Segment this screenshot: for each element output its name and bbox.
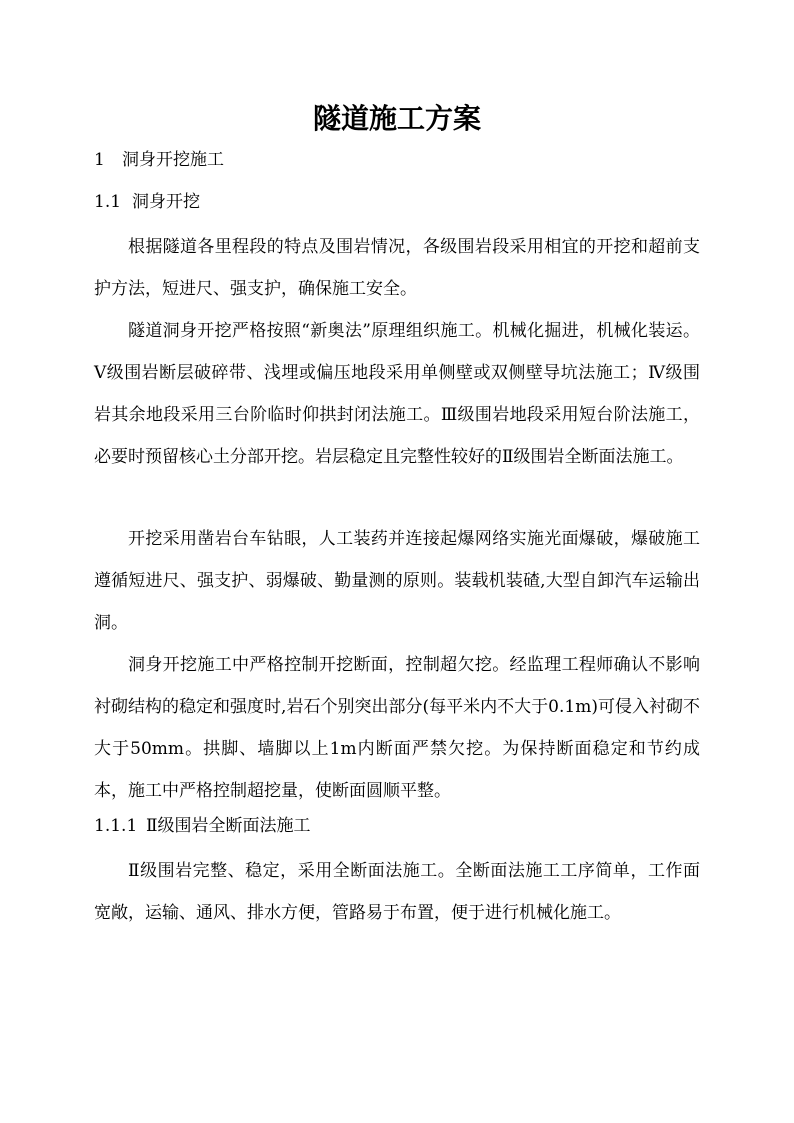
paragraph: 根据隧道各里程段的特点及围岩情况，各级围岩段采用相宜的开挖和超前支护方法，短进尺、强支护，确保施工安全。 (94, 237, 700, 299)
paragraph: Ⅱ级围岩完整、稳定，采用全断面法施工。全断面法施工工序简单，工作面宽敞，运输、通风、排水方便，管路易于布置，便于进行机械化施工。 (94, 861, 700, 923)
paragraph: 隧道洞身开挖严格按照“新奥法”原理组织施工。机械化掘进，机械化装运。Ⅴ级围岩断层破碎带、浅埋或偏压地段采用单侧壁或双侧壁导坑法施工；Ⅳ级围岩其余地段采用三台阶临时仰拱封闭法施工。Ⅲ级围岩地段采用短台阶法施工，必要时预留核心土分部开挖。岩层稳定且完整性较好的Ⅱ级围岩全断面法施工。 (94, 321, 700, 467)
section-number: 1 (94, 150, 105, 170)
document-title: 隧道施工方案 (312, 102, 481, 135)
section-title: Ⅱ级围岩全断面法施工 (146, 816, 311, 836)
section-title: 洞身开挖 (132, 192, 200, 212)
section-heading-1-1 (94, 190, 200, 214)
paragraph: 洞身开挖施工中严格控制开挖断面，控制超欠挖。经监理工程师确认不影响衬砌结构的稳定和强度时,岩石个别突出部分(每平米内不大于0.1m)可侵入衬砌不大于50mm。拱脚、墙脚以上1m内断面严禁欠挖。为保持断面稳定和节约成本，施工中严格控制超挖量，使断面圆顺平整。 (94, 655, 700, 801)
paragraph: 开挖采用凿岩台车钻眼，人工装药并连接起爆网络实施光面爆破，爆破施工遵循短进尺、强支护、弱爆破、勤量测的原则。装载机装碴,大型自卸汽车运输出洞。 (94, 529, 700, 633)
section-number: 1.1 (94, 192, 122, 212)
section-title: 洞身开挖施工 (122, 150, 224, 170)
section-number: 1.1.1 (94, 816, 138, 836)
section-heading-1-1-1 (94, 814, 311, 838)
section-heading-1 (94, 148, 224, 172)
